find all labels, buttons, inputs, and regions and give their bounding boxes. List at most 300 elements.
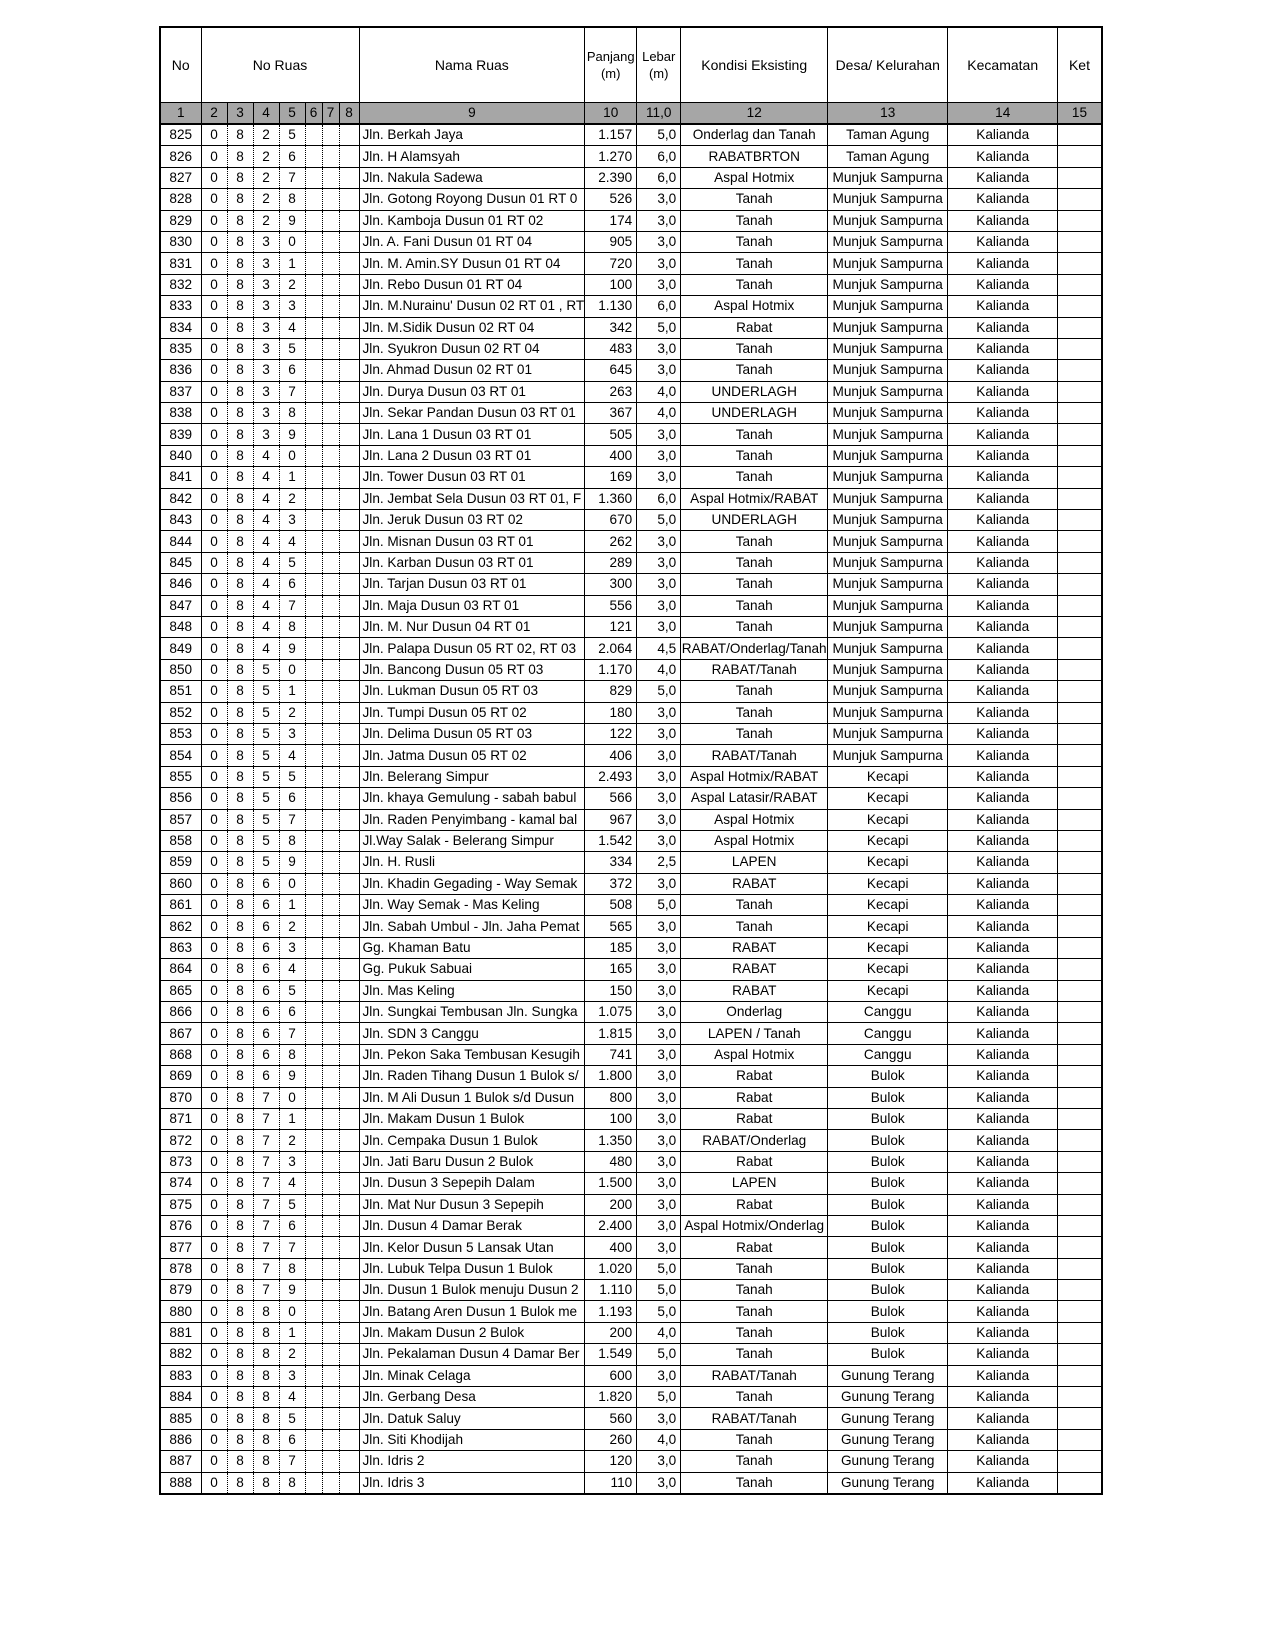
cell-no-ruas-digit: 7 <box>253 1215 279 1236</box>
cell-kondisi: Tanah <box>681 916 828 937</box>
cell-ket <box>1058 1002 1102 1023</box>
cell-no-ruas-digit <box>305 381 322 402</box>
cell-desa: Bulok <box>828 1173 948 1194</box>
cell-no-ruas-digit <box>305 937 322 958</box>
cell-ket <box>1058 723 1102 744</box>
column-number: 8 <box>339 103 359 125</box>
cell-lebar: 3,0 <box>637 1002 681 1023</box>
cell-kecamatan: Kalianda <box>948 1237 1058 1258</box>
cell-nama-ruas: Jln. Rebo Dusun 01 RT 04 <box>359 274 585 295</box>
cell-kecamatan: Kalianda <box>948 1044 1058 1065</box>
cell-nama-ruas: Jln. Idris 3 <box>359 1472 585 1494</box>
cell-desa: Bulok <box>828 1066 948 1087</box>
cell-kondisi: RABAT <box>681 980 828 1001</box>
cell-no-ruas-digit <box>339 1472 359 1494</box>
cell-no-ruas-digit <box>322 510 339 531</box>
cell-no-ruas-digit: 0 <box>201 231 227 252</box>
cell-kondisi: Tanah <box>681 723 828 744</box>
cell-no-ruas-digit <box>322 702 339 723</box>
cell-lebar: 3,0 <box>637 702 681 723</box>
cell-ket <box>1058 638 1102 659</box>
table-row <box>160 1108 1102 1129</box>
cell-kecamatan: Kalianda <box>948 146 1058 167</box>
cell-no-ruas-digit <box>305 210 322 231</box>
cell-no-ruas-digit <box>305 338 322 359</box>
cell-kecamatan: Kalianda <box>948 317 1058 338</box>
cell-no-ruas-digit: 7 <box>279 167 305 188</box>
cell-no-ruas-digit: 2 <box>253 167 279 188</box>
cell-no-ruas-digit <box>322 873 339 894</box>
cell-no-ruas-digit <box>322 1258 339 1279</box>
cell-lebar: 3,0 <box>637 1130 681 1151</box>
cell-lebar: 3,0 <box>637 1044 681 1065</box>
table-row <box>160 210 1102 231</box>
cell-no-ruas-digit: 8 <box>227 1044 253 1065</box>
cell-desa: Munjuk Sampurna <box>828 531 948 552</box>
cell-no-ruas-digit <box>322 253 339 274</box>
table-row <box>160 916 1102 937</box>
cell-no-ruas-digit: 0 <box>201 1215 227 1236</box>
cell-no-ruas-digit: 0 <box>201 1365 227 1386</box>
cell-no-ruas-digit <box>322 745 339 766</box>
cell-no: 840 <box>160 445 201 466</box>
cell-ket <box>1058 1066 1102 1087</box>
cell-panjang: 122 <box>585 723 637 744</box>
cell-no-ruas-digit: 5 <box>253 809 279 830</box>
cell-lebar: 3,0 <box>637 1173 681 1194</box>
cell-no-ruas-digit <box>305 1301 322 1322</box>
cell-no-ruas-digit <box>339 167 359 188</box>
cell-kecamatan: Kalianda <box>948 531 1058 552</box>
cell-no-ruas-digit: 0 <box>201 445 227 466</box>
cell-nama-ruas: Jln. Lubuk Telpa Dusun 1 Bulok <box>359 1258 585 1279</box>
cell-no-ruas-digit: 8 <box>227 1322 253 1343</box>
cell-kecamatan: Kalianda <box>948 1151 1058 1172</box>
cell-panjang: 2.390 <box>585 167 637 188</box>
cell-nama-ruas: Jln. Tarjan Dusun 03 RT 01 <box>359 574 585 595</box>
cell-no-ruas-digit: 8 <box>227 167 253 188</box>
cell-ket <box>1058 445 1102 466</box>
cell-no-ruas-digit: 8 <box>227 1194 253 1215</box>
cell-ket <box>1058 916 1102 937</box>
cell-no: 865 <box>160 980 201 1001</box>
cell-no-ruas-digit: 0 <box>201 1130 227 1151</box>
cell-kondisi: Aspal Latasir/RABAT <box>681 788 828 809</box>
cell-no-ruas-digit <box>322 1451 339 1472</box>
cell-kecamatan: Kalianda <box>948 1087 1058 1108</box>
cell-no-ruas-digit <box>339 937 359 958</box>
cell-no-ruas-digit: 0 <box>279 659 305 680</box>
cell-no-ruas-digit: 0 <box>201 488 227 509</box>
cell-panjang: 200 <box>585 1194 637 1215</box>
cell-lebar: 3,0 <box>637 745 681 766</box>
cell-no-ruas-digit: 2 <box>253 124 279 146</box>
cell-no-ruas-digit: 8 <box>227 274 253 295</box>
cell-no: 870 <box>160 1087 201 1108</box>
cell-no-ruas-digit <box>305 916 322 937</box>
cell-kondisi: Rabat <box>681 1087 828 1108</box>
cell-lebar: 5,0 <box>637 681 681 702</box>
cell-nama-ruas: Jln. Khadin Gegading - Way Semak <box>359 873 585 894</box>
cell-no-ruas-digit: 8 <box>227 959 253 980</box>
cell-panjang: 165 <box>585 959 637 980</box>
cell-kecamatan: Kalianda <box>948 510 1058 531</box>
table-row <box>160 146 1102 167</box>
cell-no: 887 <box>160 1451 201 1472</box>
cell-no-ruas-digit: 1 <box>279 1322 305 1343</box>
cell-kondisi: Aspal Hotmix <box>681 809 828 830</box>
table-row <box>160 274 1102 295</box>
cell-kondisi: Rabat <box>681 1151 828 1172</box>
cell-kecamatan: Kalianda <box>948 766 1058 787</box>
cell-no-ruas-digit: 8 <box>227 916 253 937</box>
cell-lebar: 3,0 <box>637 231 681 252</box>
table-row <box>160 1472 1102 1494</box>
cell-no-ruas-digit <box>305 809 322 830</box>
cell-lebar: 3,0 <box>637 574 681 595</box>
cell-lebar: 5,0 <box>637 1387 681 1408</box>
cell-lebar: 6,0 <box>637 296 681 317</box>
cell-lebar: 5,0 <box>637 1280 681 1301</box>
cell-kecamatan: Kalianda <box>948 210 1058 231</box>
cell-no-ruas-digit: 7 <box>279 809 305 830</box>
cell-no: 843 <box>160 510 201 531</box>
cell-no-ruas-digit <box>322 403 339 424</box>
cell-no-ruas-digit: 0 <box>279 231 305 252</box>
cell-no-ruas-digit: 9 <box>279 210 305 231</box>
cell-no-ruas-digit <box>322 531 339 552</box>
cell-no-ruas-digit <box>305 146 322 167</box>
cell-no-ruas-digit <box>339 1173 359 1194</box>
cell-no-ruas-digit <box>322 1237 339 1258</box>
cell-panjang: 1.500 <box>585 1173 637 1194</box>
cell-no: 838 <box>160 403 201 424</box>
cell-no-ruas-digit: 8 <box>253 1301 279 1322</box>
cell-no-ruas-digit: 0 <box>279 445 305 466</box>
cell-no-ruas-digit: 0 <box>201 253 227 274</box>
cell-no-ruas-digit: 3 <box>253 274 279 295</box>
cell-nama-ruas: Jln. Bancong Dusun 05 RT 03 <box>359 659 585 680</box>
cell-no-ruas-digit: 5 <box>253 659 279 680</box>
cell-kecamatan: Kalianda <box>948 1066 1058 1087</box>
cell-lebar: 3,0 <box>637 424 681 445</box>
cell-no: 881 <box>160 1322 201 1343</box>
cell-no-ruas-digit <box>339 1429 359 1450</box>
cell-ket <box>1058 1044 1102 1065</box>
cell-desa: Taman Agung <box>828 146 948 167</box>
table-row <box>160 681 1102 702</box>
cell-no-ruas-digit: 9 <box>279 1066 305 1087</box>
cell-lebar: 3,0 <box>637 338 681 359</box>
cell-no-ruas-digit: 8 <box>227 510 253 531</box>
cell-desa: Kecapi <box>828 937 948 958</box>
cell-lebar: 6,0 <box>637 488 681 509</box>
cell-panjang: 800 <box>585 1087 637 1108</box>
cell-no-ruas-digit <box>322 424 339 445</box>
cell-nama-ruas: Jln. Batang Aren Dusun 1 Bulok me <box>359 1301 585 1322</box>
cell-desa: Munjuk Sampurna <box>828 467 948 488</box>
cell-no-ruas-digit: 8 <box>227 1173 253 1194</box>
cell-no-ruas-digit: 8 <box>227 338 253 359</box>
table-row <box>160 338 1102 359</box>
cell-desa: Munjuk Sampurna <box>828 403 948 424</box>
cell-panjang: 180 <box>585 702 637 723</box>
cell-no-ruas-digit: 8 <box>227 146 253 167</box>
cell-ket <box>1058 1087 1102 1108</box>
cell-kecamatan: Kalianda <box>948 1387 1058 1408</box>
cell-panjang: 289 <box>585 552 637 573</box>
cell-no-ruas-digit <box>322 852 339 873</box>
cell-nama-ruas: Jln. M Ali Dusun 1 Bulok s/d Dusun <box>359 1087 585 1108</box>
column-number: 6 <box>305 103 322 125</box>
cell-lebar: 3,0 <box>637 531 681 552</box>
column-number: 10 <box>585 103 637 125</box>
cell-no-ruas-digit <box>305 616 322 637</box>
cell-no-ruas-digit: 6 <box>253 1066 279 1087</box>
table-row <box>160 1087 1102 1108</box>
cell-no-ruas-digit: 0 <box>279 1087 305 1108</box>
cell-no-ruas-digit: 7 <box>279 595 305 616</box>
cell-no-ruas-digit: 8 <box>227 1301 253 1322</box>
table-row <box>160 124 1102 146</box>
cell-no-ruas-digit: 7 <box>253 1280 279 1301</box>
cell-no-ruas-digit <box>339 1387 359 1408</box>
cell-lebar: 4,0 <box>637 659 681 680</box>
cell-no: 852 <box>160 702 201 723</box>
cell-no-ruas-digit: 8 <box>227 1002 253 1023</box>
cell-no-ruas-digit: 0 <box>201 510 227 531</box>
cell-ket <box>1058 403 1102 424</box>
cell-no-ruas-digit <box>339 1451 359 1472</box>
cell-no-ruas-digit: 0 <box>201 1301 227 1322</box>
cell-no-ruas-digit <box>339 873 359 894</box>
cell-no-ruas-digit: 9 <box>279 1280 305 1301</box>
cell-kecamatan: Kalianda <box>948 467 1058 488</box>
cell-desa: Munjuk Sampurna <box>828 317 948 338</box>
cell-no-ruas-digit <box>305 317 322 338</box>
cell-no-ruas-digit <box>339 595 359 616</box>
cell-panjang: 829 <box>585 681 637 702</box>
cell-kondisi: Tanah <box>681 360 828 381</box>
cell-no-ruas-digit: 4 <box>279 1173 305 1194</box>
table-row <box>160 959 1102 980</box>
cell-no-ruas-digit <box>322 574 339 595</box>
cell-lebar: 3,0 <box>637 1215 681 1236</box>
cell-no-ruas-digit <box>339 1365 359 1386</box>
cell-ket <box>1058 552 1102 573</box>
cell-no-ruas-digit: 8 <box>279 830 305 851</box>
cell-kecamatan: Kalianda <box>948 937 1058 958</box>
cell-no-ruas-digit <box>339 338 359 359</box>
cell-no-ruas-digit <box>305 1194 322 1215</box>
cell-no-ruas-digit: 7 <box>253 1194 279 1215</box>
cell-kecamatan: Kalianda <box>948 1429 1058 1450</box>
cell-no-ruas-digit <box>339 231 359 252</box>
cell-no-ruas-digit <box>322 809 339 830</box>
cell-no-ruas-digit <box>305 1002 322 1023</box>
cell-desa: Bulok <box>828 1108 948 1129</box>
cell-desa: Bulok <box>828 1087 948 1108</box>
cell-panjang: 300 <box>585 574 637 595</box>
cell-no: 834 <box>160 317 201 338</box>
table-row <box>160 702 1102 723</box>
cell-ket <box>1058 381 1102 402</box>
cell-no-ruas-digit: 0 <box>201 681 227 702</box>
cell-no-ruas-digit <box>339 1344 359 1365</box>
cell-no-ruas-digit <box>339 1280 359 1301</box>
cell-no-ruas-digit <box>322 338 339 359</box>
cell-no-ruas-digit: 0 <box>201 167 227 188</box>
cell-no-ruas-digit: 8 <box>227 317 253 338</box>
cell-no-ruas-digit <box>339 702 359 723</box>
header-kondisi: Kondisi Eksisting <box>681 27 828 103</box>
cell-no: 849 <box>160 638 201 659</box>
cell-no-ruas-digit: 5 <box>279 338 305 359</box>
column-number: 15 <box>1058 103 1102 125</box>
cell-kondisi: UNDERLAGH <box>681 381 828 402</box>
cell-no-ruas-digit: 6 <box>253 895 279 916</box>
cell-desa: Bulok <box>828 1194 948 1215</box>
cell-kecamatan: Kalianda <box>948 638 1058 659</box>
cell-panjang: 262 <box>585 531 637 552</box>
table-row <box>160 189 1102 210</box>
cell-no-ruas-digit: 8 <box>253 1408 279 1429</box>
cell-no-ruas-digit <box>305 510 322 531</box>
cell-panjang: 2.400 <box>585 1215 637 1236</box>
cell-kondisi: Tanah <box>681 1280 828 1301</box>
cell-panjang: 1.075 <box>585 1002 637 1023</box>
cell-no-ruas-digit: 4 <box>279 1387 305 1408</box>
cell-panjang: 645 <box>585 360 637 381</box>
table-row <box>160 1002 1102 1023</box>
cell-no-ruas-digit: 8 <box>227 980 253 1001</box>
cell-panjang: 720 <box>585 253 637 274</box>
cell-kondisi: Tanah <box>681 231 828 252</box>
cell-no-ruas-digit: 8 <box>227 1215 253 1236</box>
cell-panjang: 110 <box>585 1472 637 1494</box>
cell-no-ruas-digit: 1 <box>279 681 305 702</box>
cell-nama-ruas: Jl.Way Salak - Belerang Simpur <box>359 830 585 851</box>
table-row <box>160 552 1102 573</box>
cell-desa: Gunung Terang <box>828 1365 948 1386</box>
cell-no-ruas-digit: 0 <box>201 274 227 295</box>
cell-no-ruas-digit <box>305 723 322 744</box>
cell-ket <box>1058 830 1102 851</box>
cell-no: 871 <box>160 1108 201 1129</box>
cell-nama-ruas: Jln. Tower Dusun 03 RT 01 <box>359 467 585 488</box>
cell-no-ruas-digit: 8 <box>227 1130 253 1151</box>
header-row <box>160 27 1102 103</box>
cell-kondisi: Onderlag <box>681 1002 828 1023</box>
cell-no-ruas-digit <box>322 1215 339 1236</box>
cell-no-ruas-digit <box>305 296 322 317</box>
cell-no-ruas-digit: 7 <box>253 1258 279 1279</box>
cell-desa: Munjuk Sampurna <box>828 445 948 466</box>
cell-no: 839 <box>160 424 201 445</box>
cell-no: 851 <box>160 681 201 702</box>
table-row <box>160 360 1102 381</box>
column-number: 7 <box>322 103 339 125</box>
cell-kondisi: RABAT <box>681 937 828 958</box>
table-row <box>160 317 1102 338</box>
cell-panjang: 100 <box>585 1108 637 1129</box>
cell-desa: Bulok <box>828 1237 948 1258</box>
cell-no-ruas-digit <box>305 424 322 445</box>
cell-no-ruas-digit: 7 <box>253 1108 279 1129</box>
cell-no-ruas-digit: 0 <box>201 702 227 723</box>
cell-kondisi: Tanah <box>681 338 828 359</box>
cell-kecamatan: Kalianda <box>948 1472 1058 1494</box>
cell-no-ruas-digit <box>339 424 359 445</box>
column-number: 11,0 <box>637 103 681 125</box>
cell-nama-ruas: Jln. Idris 2 <box>359 1451 585 1472</box>
cell-no-ruas-digit <box>305 659 322 680</box>
cell-panjang: 1.193 <box>585 1301 637 1322</box>
table-row <box>160 1387 1102 1408</box>
cell-no-ruas-digit <box>305 167 322 188</box>
cell-no: 861 <box>160 895 201 916</box>
cell-desa: Munjuk Sampurna <box>828 274 948 295</box>
cell-no: 866 <box>160 1002 201 1023</box>
cell-no: 841 <box>160 467 201 488</box>
cell-kondisi: Tanah <box>681 1258 828 1279</box>
cell-no: 883 <box>160 1365 201 1386</box>
cell-lebar: 5,0 <box>637 124 681 146</box>
cell-no-ruas-digit <box>339 210 359 231</box>
cell-no-ruas-digit <box>339 381 359 402</box>
cell-nama-ruas: Gg. Pukuk Sabuai <box>359 959 585 980</box>
cell-no-ruas-digit <box>339 959 359 980</box>
table-row <box>160 1173 1102 1194</box>
cell-no-ruas-digit: 6 <box>253 873 279 894</box>
cell-no-ruas-digit <box>322 1194 339 1215</box>
cell-no-ruas-digit: 3 <box>279 1151 305 1172</box>
cell-no: 860 <box>160 873 201 894</box>
cell-no-ruas-digit <box>322 1108 339 1129</box>
cell-no-ruas-digit <box>322 681 339 702</box>
cell-ket <box>1058 274 1102 295</box>
cell-desa: Kecapi <box>828 959 948 980</box>
cell-nama-ruas: Jln. Makam Dusun 2 Bulok <box>359 1322 585 1343</box>
cell-desa: Bulok <box>828 1301 948 1322</box>
cell-ket <box>1058 317 1102 338</box>
cell-panjang: 1.170 <box>585 659 637 680</box>
cell-kondisi: Tanah <box>681 681 828 702</box>
cell-no-ruas-digit: 8 <box>227 1472 253 1494</box>
table-row <box>160 1130 1102 1151</box>
cell-kondisi: RABAT/Tanah <box>681 745 828 766</box>
column-number: 5 <box>279 103 305 125</box>
cell-no-ruas-digit <box>339 146 359 167</box>
cell-no-ruas-digit <box>305 745 322 766</box>
cell-no: 869 <box>160 1066 201 1087</box>
cell-kecamatan: Kalianda <box>948 852 1058 873</box>
cell-lebar: 3,0 <box>637 616 681 637</box>
cell-no-ruas-digit: 3 <box>279 723 305 744</box>
cell-nama-ruas: Jln. Raden Penyimbang - kamal bal <box>359 809 585 830</box>
table-row <box>160 1322 1102 1343</box>
cell-kondisi: UNDERLAGH <box>681 510 828 531</box>
cell-no-ruas-digit <box>339 1023 359 1044</box>
cell-ket <box>1058 1472 1102 1494</box>
cell-no-ruas-digit <box>339 681 359 702</box>
cell-lebar: 3,0 <box>637 1194 681 1215</box>
cell-no-ruas-digit: 0 <box>201 616 227 637</box>
cell-no-ruas-digit <box>339 531 359 552</box>
cell-kondisi: Tanah <box>681 189 828 210</box>
cell-no-ruas-digit: 4 <box>253 488 279 509</box>
cell-panjang: 967 <box>585 809 637 830</box>
